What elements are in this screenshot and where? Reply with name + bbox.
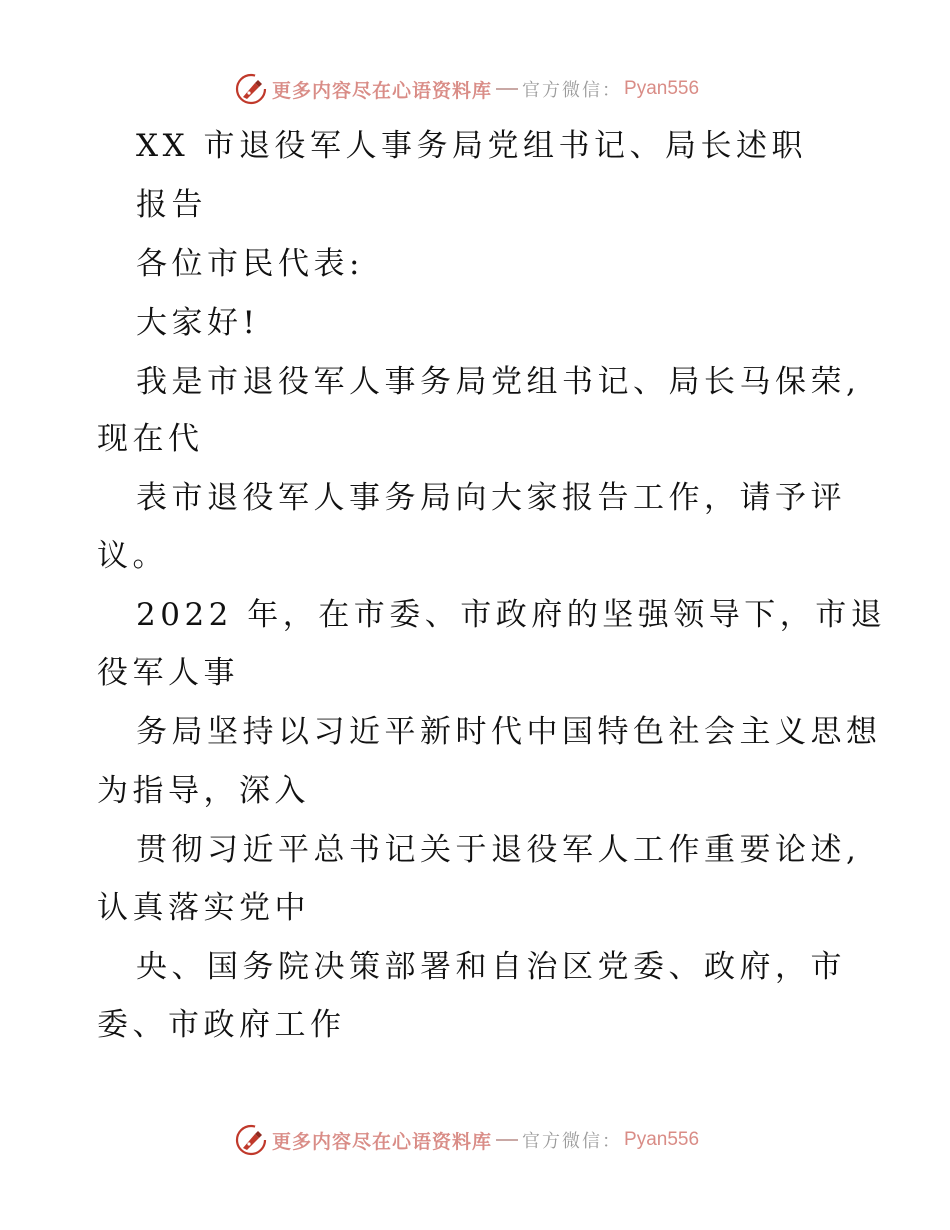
body-line: 我是市退役军人事务局党组书记、局长马保荣,	[136, 364, 861, 400]
watermark-label: 官方微信：	[522, 1131, 623, 1152]
watermark-id: Pyan556	[624, 78, 700, 99]
watermark-label: 官方微信：	[522, 80, 623, 101]
salutation-line: 各位市民代表:	[136, 246, 364, 282]
footer-watermark	[234, 1123, 699, 1157]
header-watermark	[234, 72, 699, 106]
body-line: 2022 年，在市委、市政府的坚强领导下，市退	[136, 597, 887, 633]
watermark-id: Pyan556	[624, 1129, 700, 1150]
watermark-text: 更多内容尽在心语资料库	[272, 79, 493, 102]
pen-nib-swirl-logo-icon	[234, 1123, 268, 1157]
body-line: 表市退役军人事务局向大家报告工作，请予评	[136, 480, 846, 516]
body-line: 委、市政府工作	[97, 1007, 346, 1043]
body-line: 役军人事	[97, 655, 239, 691]
pen-nib-swirl-logo-icon	[234, 72, 268, 106]
title-line-1: XX 市退役军人事务局党组书记、局长述职	[136, 128, 807, 164]
watermark-dash	[496, 1139, 518, 1141]
body-line: 现在代	[97, 421, 204, 457]
watermark-text: 更多内容尽在心语资料库	[272, 1130, 493, 1153]
greeting-line: 大家好!	[136, 305, 260, 341]
body-line: 议。	[97, 538, 168, 574]
body-line: 央、国务院决策部署和自治区党委、政府，市	[136, 949, 846, 985]
body-line: 认真落实党中	[97, 890, 310, 926]
body-line: 贯彻习近平总书记关于退役军人工作重要论述,	[136, 832, 861, 868]
body-line: 务局坚持以习近平新时代中国特色社会主义思想	[136, 714, 882, 750]
body-line: 为指导，深入	[97, 773, 310, 809]
title-line-2: 报告	[136, 187, 207, 223]
watermark-dash	[496, 88, 518, 90]
